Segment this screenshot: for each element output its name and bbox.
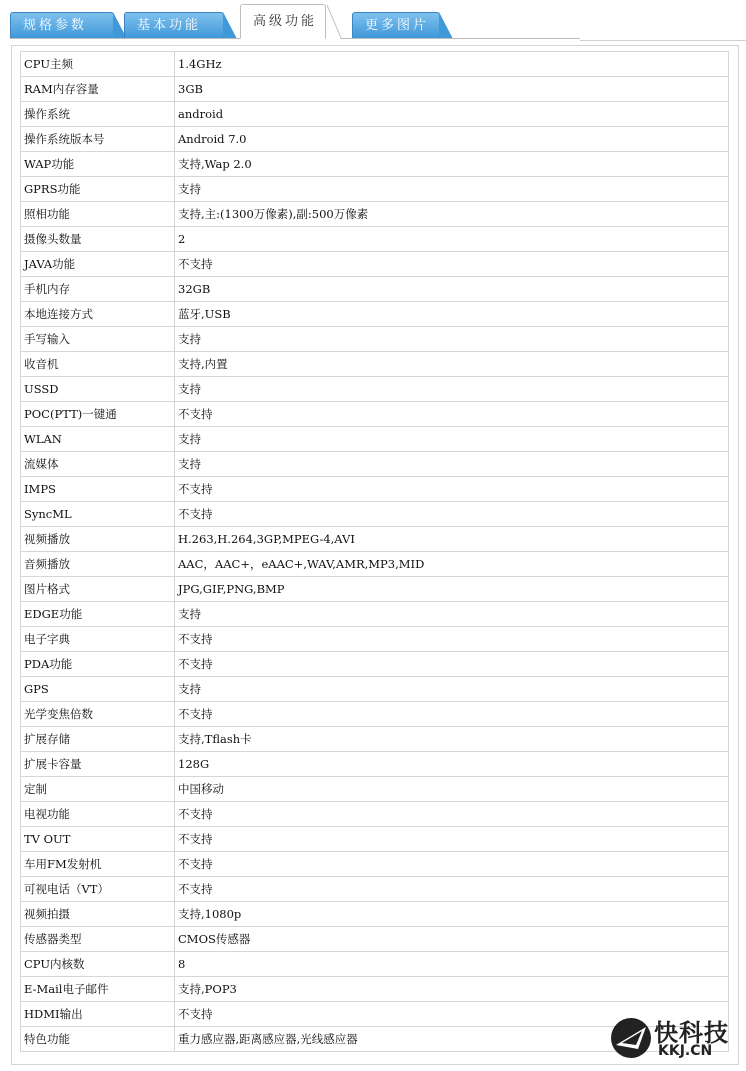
specs-table: [20, 51, 729, 1052]
spec-value: 支持: [175, 677, 729, 702]
spec-value: 3GB: [175, 77, 729, 102]
tab-specs[interactable]: 规格参数: [10, 12, 114, 38]
watermark: [608, 1013, 738, 1063]
table-row: [21, 52, 729, 77]
spec-name: EDGE功能: [21, 602, 175, 627]
spec-value: 128G: [175, 752, 729, 777]
table-row: [21, 102, 729, 127]
spec-name: 本地连接方式: [21, 302, 175, 327]
spec-name: 可视电话（VT）: [21, 877, 175, 902]
spec-value: 2: [175, 227, 729, 252]
spec-value: 蓝牙,USB: [175, 302, 729, 327]
table-row: [21, 802, 729, 827]
table-row: [21, 477, 729, 502]
spec-name: WAP功能: [21, 152, 175, 177]
table-row: [21, 852, 729, 877]
spec-name: GPS: [21, 677, 175, 702]
spec-value: 不支持: [175, 502, 729, 527]
spec-value: 支持,Wap 2.0: [175, 152, 729, 177]
spec-name: 电视功能: [21, 802, 175, 827]
spec-name: 特色功能: [21, 1027, 175, 1052]
table-row: [21, 527, 729, 552]
spec-name: 扩展卡容量: [21, 752, 175, 777]
spec-name: E-Mail电子邮件: [21, 977, 175, 1002]
tab-more-images[interactable]: 更多图片: [352, 12, 440, 38]
table-row: [21, 777, 729, 802]
spec-value: 支持: [175, 327, 729, 352]
spec-value: 不支持: [175, 252, 729, 277]
spec-name: 视频播放: [21, 527, 175, 552]
spec-value: 重力感应器,距离感应器,光线感应器: [175, 1027, 729, 1052]
table-row: [21, 652, 729, 677]
spec-value: 中国移动: [175, 777, 729, 802]
spec-name: GPRS功能: [21, 177, 175, 202]
spec-value: 支持,Tflash卡: [175, 727, 729, 752]
table-row: [21, 452, 729, 477]
spec-value: 支持,主:(1300万像素),副:500万像素: [175, 202, 729, 227]
table-row: [21, 577, 729, 602]
spec-value: 不支持: [175, 652, 729, 677]
table-row: [21, 627, 729, 652]
table-row: [21, 677, 729, 702]
spec-name: RAM内存容量: [21, 77, 175, 102]
spec-value: H.263,H.264,3GP,MPEG-4,AVI: [175, 527, 729, 552]
table-row: [21, 902, 729, 927]
spec-name: 车用FM发射机: [21, 852, 175, 877]
spec-value: 8: [175, 952, 729, 977]
table-row: [21, 702, 729, 727]
spec-value: 不支持: [175, 827, 729, 852]
spec-value: 支持: [175, 377, 729, 402]
spec-value: android: [175, 102, 729, 127]
spec-name: 扩展存储: [21, 727, 175, 752]
table-row: [21, 552, 729, 577]
spec-name: HDMI输出: [21, 1002, 175, 1027]
table-row: [21, 402, 729, 427]
table-row: [21, 77, 729, 102]
table-row: [21, 252, 729, 277]
spec-name: CPU主频: [21, 52, 175, 77]
watermark-name: 快科技: [654, 1019, 729, 1047]
table-row: [21, 327, 729, 352]
spec-name: 定制: [21, 777, 175, 802]
spec-name: 图片格式: [21, 577, 175, 602]
spec-value: 不支持: [175, 627, 729, 652]
spec-name: 操作系统: [21, 102, 175, 127]
spec-name: 照相功能: [21, 202, 175, 227]
spec-name: SyncML: [21, 502, 175, 527]
spec-value: 不支持: [175, 802, 729, 827]
spec-value: 不支持: [175, 1002, 729, 1027]
table-row: [21, 927, 729, 952]
spec-name: CPU内核数: [21, 952, 175, 977]
spec-value: 支持: [175, 452, 729, 477]
spec-value: Android 7.0: [175, 127, 729, 152]
spec-name: 音频播放: [21, 552, 175, 577]
spec-value: JPG,GIF,PNG,BMP: [175, 577, 729, 602]
spec-value: 支持,1080p: [175, 902, 729, 927]
spec-name: TV OUT: [21, 827, 175, 852]
spec-name: 摄像头数量: [21, 227, 175, 252]
spec-value: CMOS传感器: [175, 927, 729, 952]
kkj-logo-icon: [608, 1015, 654, 1061]
table-row: [21, 502, 729, 527]
table-row: [21, 177, 729, 202]
spec-name: USSD: [21, 377, 175, 402]
table-row: [21, 727, 729, 752]
spec-value: 不支持: [175, 402, 729, 427]
table-row: [21, 227, 729, 252]
spec-value: 不支持: [175, 702, 729, 727]
spec-name: 流媒体: [21, 452, 175, 477]
tab-bar: [0, 0, 746, 40]
table-row: [21, 127, 729, 152]
spec-name: 视频拍摄: [21, 902, 175, 927]
spec-name: 收音机: [21, 352, 175, 377]
spec-name: PDA功能: [21, 652, 175, 677]
tab-basic-features[interactable]: 基本功能: [124, 12, 224, 38]
table-row: [21, 277, 729, 302]
spec-name: 光学变焦倍数: [21, 702, 175, 727]
spec-value: 1.4GHz: [175, 52, 729, 77]
spec-value: 支持: [175, 602, 729, 627]
spec-name: 手写输入: [21, 327, 175, 352]
spec-name: POC(PTT)一键通: [21, 402, 175, 427]
spec-value: 支持,内置: [175, 352, 729, 377]
table-row: [21, 427, 729, 452]
tab-underline-right: [580, 40, 746, 41]
table-row: [21, 602, 729, 627]
spec-name: 传感器类型: [21, 927, 175, 952]
spec-value: AAC，AAC+，eAAC+,WAV,AMR,MP3,MID: [175, 552, 729, 577]
spec-name: WLAN: [21, 427, 175, 452]
spec-name: 手机内存: [21, 277, 175, 302]
spec-value: 不支持: [175, 877, 729, 902]
table-row: [21, 877, 729, 902]
spec-value: 支持: [175, 177, 729, 202]
table-row: [21, 827, 729, 852]
spec-value: 支持,POP3: [175, 977, 729, 1002]
table-row: [21, 752, 729, 777]
table-row: [21, 952, 729, 977]
tab-advanced-features[interactable]: 高级功能: [240, 4, 326, 39]
table-row: [21, 152, 729, 177]
spec-name: JAVA功能: [21, 252, 175, 277]
spec-value: 不支持: [175, 477, 729, 502]
spec-value: 32GB: [175, 277, 729, 302]
table-row: [21, 377, 729, 402]
spec-name: 操作系统版本号: [21, 127, 175, 152]
table-row: [21, 202, 729, 227]
table-row: [21, 302, 729, 327]
watermark-url: KKJ.CN: [658, 1043, 713, 1059]
spec-name: IMPS: [21, 477, 175, 502]
spec-name: 电子字典: [21, 627, 175, 652]
spec-value: 支持: [175, 427, 729, 452]
table-row: [21, 977, 729, 1002]
spec-value: 不支持: [175, 852, 729, 877]
table-row: [21, 352, 729, 377]
